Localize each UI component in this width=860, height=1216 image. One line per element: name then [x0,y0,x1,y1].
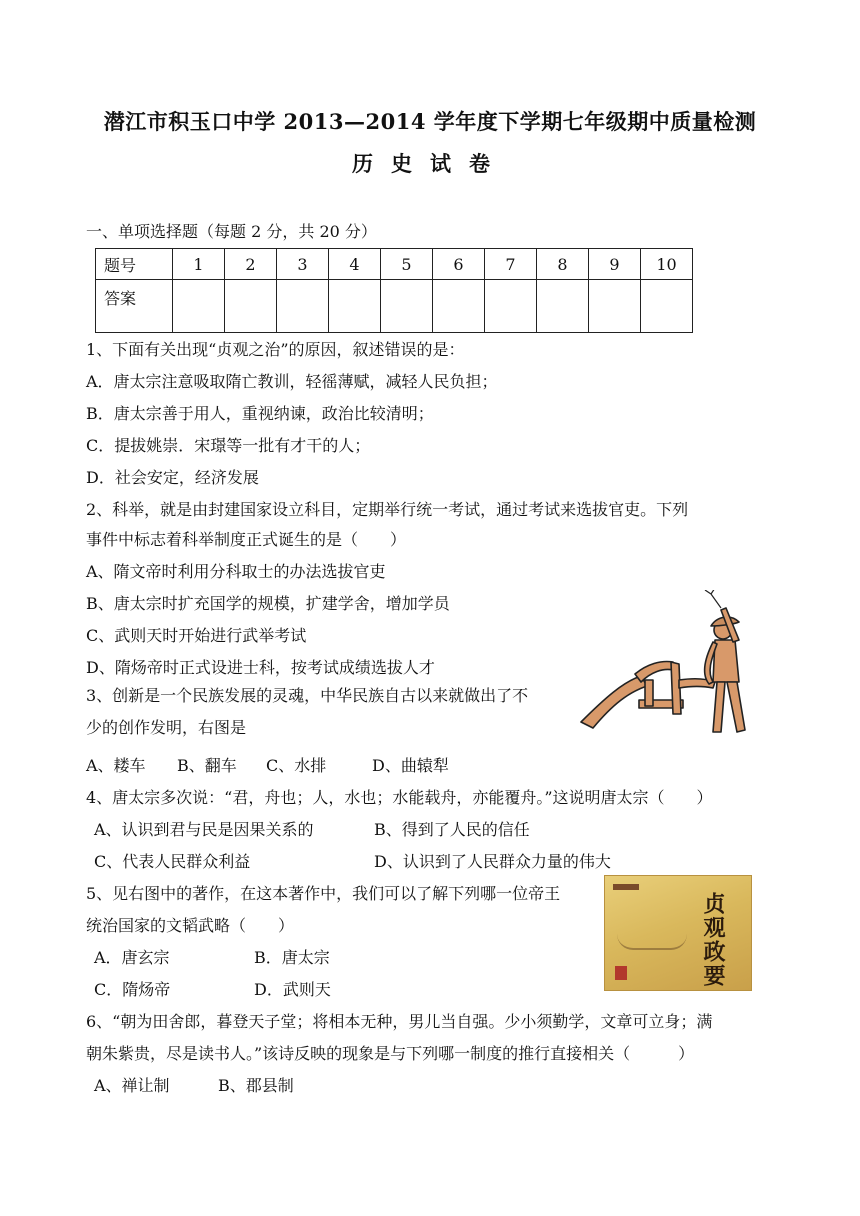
exam-title: 潜江市积玉口中学 2013—2014 学年度下学期七年级期中质量检测 [103,109,757,134]
book-title: 贞观政要 [700,892,726,988]
q2-stem-line1: 2、科举，就是由封建国家设立科目，定期举行统一考试，通过考试来选拔官吏。下列 [86,500,689,519]
q3-stem-line1: 3、创新是一个民族发展的灵魂，中华民族自古以来就做出了不 [86,686,529,705]
q4-option-a: A、认识到君与民是因果关系的 [94,820,314,839]
q2-option-d: D、隋炀帝时正式设进士科，按考试成绩选拔人才 [86,658,435,677]
q6-stem-line1: 6、“朝为田舍郎，暮登天子堂；将相本无种，男儿当自强。少小须勤学，文章可立身；满 [86,1012,713,1031]
exam-subtitle: 历史试卷 [352,151,508,176]
book-cover-image [604,875,752,991]
question-number-cell: 3 [277,249,329,280]
q1-option-a: A．唐太宗注意吸取隋亡教训，轻徭薄赋，减轻人民负担； [86,372,498,391]
q3-option-d: D、曲辕犁 [372,756,449,775]
q5-option-d: D．武则天 [254,980,331,999]
q1-option-d: D．社会安定，经济发展 [86,468,259,487]
q2-stem-line2: 事件中标志着科举制度正式诞生的是（ ） [86,530,407,549]
q1-option-b: B．唐太宗善于用人，重视纳谏，政治比较清明； [86,404,434,423]
question-number-cell: 10 [641,249,693,280]
table-row-label: 答案 [96,280,173,333]
q1-option-c: C．提拔姚崇．宋璟等一批有才干的人； [86,436,371,455]
q4-option-b: B、得到了人民的信任 [374,820,530,839]
question-number-cell: 8 [537,249,589,280]
question-number-cell: 9 [589,249,641,280]
q3-option-a: A、耧车 [86,756,146,775]
section-heading: 一、单项选择题（每题 2 分，共 20 分） [86,222,377,241]
curved-plow-illustration [575,590,755,740]
q4-option-d: D、认识到了人民群众力量的伟大 [374,852,611,871]
question-number-cell: 5 [381,249,433,280]
answer-table-number-row [96,249,693,280]
answer-table [95,248,693,333]
answer-cell[interactable] [641,280,693,333]
q3-option-b: B、翻车 [177,756,237,775]
q4-stem: 4、唐太宗多次说：“君，舟也；人，水也；水能载舟，亦能覆舟。”这说明唐太宗（ ） [86,788,713,807]
question-number-cell: 4 [329,249,381,280]
q3-stem-line2: 少的创作发明，右图是 [86,718,247,737]
q6-stem-line2: 朝朱紫贵，尽是读书人。”该诗反映的现象是与下列哪一制度的推行直接相关（ ） [86,1044,695,1063]
question-number-cell: 6 [433,249,485,280]
q4-option-c: C、代表人民群众利益 [94,852,251,871]
q1-stem: 1、下面有关出现“贞观之治”的原因，叙述错误的是： [86,340,465,359]
question-number-cell: 2 [225,249,277,280]
answer-cell[interactable] [329,280,381,333]
book-seal-decoration [615,966,627,980]
q5-option-a: A．唐玄宗 [94,948,170,967]
answer-cell[interactable] [537,280,589,333]
table-row-label: 题号 [96,249,173,280]
book-tag-decoration [613,884,639,890]
answer-cell[interactable] [225,280,277,333]
q2-option-c: C、武则天时开始进行武举考试 [86,626,307,645]
question-number-cell: 1 [173,249,225,280]
q2-option-a: A、隋文帝时利用分科取士的办法选拔官吏 [86,562,386,581]
book-brush-decoration [617,934,687,950]
question-number-cell: 7 [485,249,537,280]
answer-cell[interactable] [433,280,485,333]
q6-option-a: A、禅让制 [94,1076,170,1095]
q5-stem-line2: 统治国家的文韬武略（ ） [86,916,295,935]
q5-option-b: B．唐太宗 [254,948,330,967]
q3-option-c: C、水排 [266,756,327,775]
q5-option-c: C．隋炀帝 [94,980,171,999]
answer-cell[interactable] [485,280,537,333]
q5-stem-line1: 5、见右图中的著作，在这本著作中，我们可以了解下列哪一位帝王 [86,884,561,903]
q6-option-b: B、郡县制 [218,1076,294,1095]
answer-table-answer-row [96,280,693,333]
q2-option-b: B、唐太宗时扩充国学的规模，扩建学舍，增加学员 [86,594,450,613]
answer-cell[interactable] [381,280,433,333]
answer-cell[interactable] [277,280,329,333]
answer-cell[interactable] [173,280,225,333]
answer-cell[interactable] [589,280,641,333]
